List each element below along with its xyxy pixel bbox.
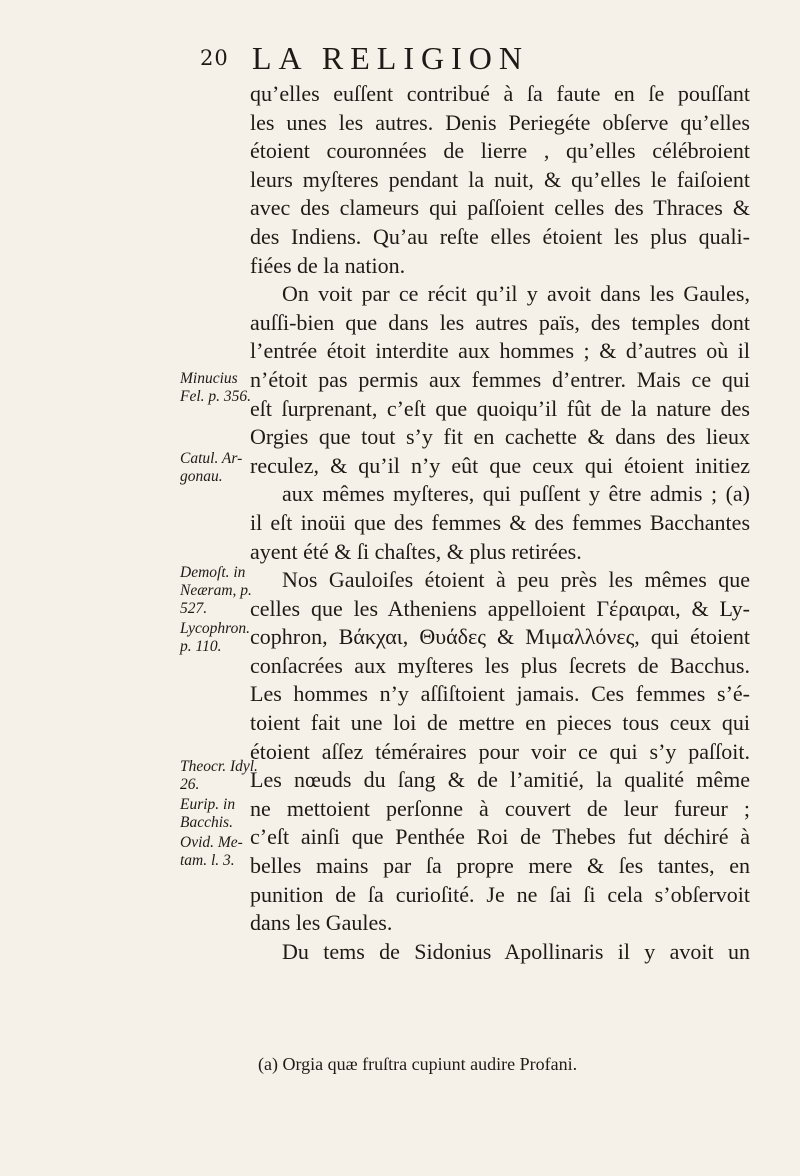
body-text	[250, 80, 750, 966]
text-line: Nos Gauloiſes étoient à peu près les mêmes que	[282, 567, 750, 593]
margin-note-line: Eurip. in	[180, 796, 236, 813]
text-line: eſt ſurprenant, c’eſt que quoiqu’il fût de la nature des	[250, 395, 750, 421]
text-line: Orgies que tout s’y fit en cachette & dans des lieux	[250, 424, 750, 450]
text-line: ayent été & ſi chaſtes, & plus retirées.	[250, 538, 582, 564]
margin-note-catullus	[180, 450, 256, 486]
margin-note-line: Theocr. Idyl.	[180, 758, 258, 775]
text-line: n’étoit pas permis aux femmes d’entrer. Mais ce qui	[250, 366, 750, 392]
margin-note-line: Bacchis.	[180, 814, 233, 831]
text-line: belles mains par ſa propre mere & ſes tantes, en	[250, 853, 750, 879]
margin-note-line: 527.	[180, 600, 208, 617]
text-line: dans les Gaules.	[250, 910, 393, 936]
text-line: toient fait une loi de mettre en pieces tous ceux qui	[250, 710, 750, 736]
text-line: aux mêmes myſteres, qui puſſent y être admis ; (a)	[282, 481, 750, 507]
text-line: fiées de la nation.	[250, 252, 406, 278]
margin-note-line: Catul. Ar-	[180, 450, 243, 467]
margin-note-line: Demoſt. in	[180, 564, 246, 581]
footnote: (a) Orgia quæ fruſtra cupiunt audire Profani.	[258, 1054, 578, 1074]
text-line: On voit par ce récit qu’il y avoit dans les Gaules,	[282, 281, 750, 307]
margin-note-ovid	[180, 834, 256, 870]
text-line: leurs myſteres pendant la nuit, & qu’elles le faiſoient	[250, 166, 750, 192]
text-line: qu’elles euſſent contribué à ſa faute en ſe pouſſant	[250, 81, 750, 106]
text-line: auſſi-bien que dans les autres païs, des temples dont	[250, 309, 750, 335]
text-line: étoient aſſez téméraires pour voir ce qui s’y paſſoit.	[250, 738, 750, 764]
text-line: punition de ſa curioſité. Je ne ſai ſi cela s’obſervoit	[250, 881, 750, 907]
running-head: LA RELIGION	[252, 40, 529, 76]
page-number: 20	[200, 46, 229, 70]
margin-note-line: p. 110.	[180, 638, 222, 655]
text-line: avec des clameurs qui paſſoient celles des Thraces &	[250, 195, 750, 221]
text-line: Du tems de Sidonius Apollinaris il y avoit un	[282, 938, 750, 964]
text-line: reculez, & qu’il n’y eût que ceux qui étoient initiez	[250, 452, 750, 478]
text-line: Les hommes n’y aſſiſtoient jamais. Ces femmes s’é-	[250, 681, 750, 707]
text-line: il eſt inoüi que des femmes & des femmes Bacchantes	[250, 509, 750, 535]
margin-note-line: gonau.	[180, 468, 223, 485]
margin-note-line: 26.	[180, 776, 200, 793]
margin-note-line: Neæram, p.	[180, 582, 252, 599]
text-line: c’eſt ainſi que Penthée Roi de Thebes fut déchiré à	[250, 824, 750, 850]
margin-note-line: tam. l. 3.	[180, 852, 235, 869]
margin-note-demosthenes	[180, 564, 256, 618]
text-line: l’entrée étoit interdite aux hommes ; & d’autres où il	[250, 338, 750, 364]
text-line: celles que les Atheniens appelloient Γέραιραι, & Ly-	[250, 595, 750, 621]
margin-note-minucius	[180, 370, 256, 406]
margin-note-line: Fel. p. 356.	[180, 388, 252, 405]
page-header	[200, 40, 620, 76]
text-line: des Indiens. Qu’au reſte elles étoient les plus quali-	[250, 223, 750, 249]
margin-note-euripides	[180, 796, 256, 832]
text-line: les unes les autres. Denis Periegéte obſerve qu’elles	[250, 109, 750, 135]
text-line: ne mettoient perſonne à couvert de leur fureur ;	[250, 795, 750, 821]
text-line: conſacrées aux myſteres les plus ſecrets de Bacchus.	[250, 652, 750, 678]
text-line: cophron, Βάκχαι, Θυάδες & Μιμαλλόνες, qui étoient	[250, 624, 750, 650]
margin-note-line: Lycophron.	[180, 620, 250, 637]
margin-note-line: Minucius	[180, 370, 238, 387]
margin-note-line: Ovid. Me-	[180, 834, 243, 851]
margin-note-lycophron	[180, 620, 256, 656]
margin-note-theocritus	[180, 758, 256, 794]
text-line: étoient couronnées de lierre , qu’elles célébroient	[250, 138, 750, 164]
text-line: Les nœuds du ſang & de l’amitié, la qualité même	[250, 767, 750, 793]
